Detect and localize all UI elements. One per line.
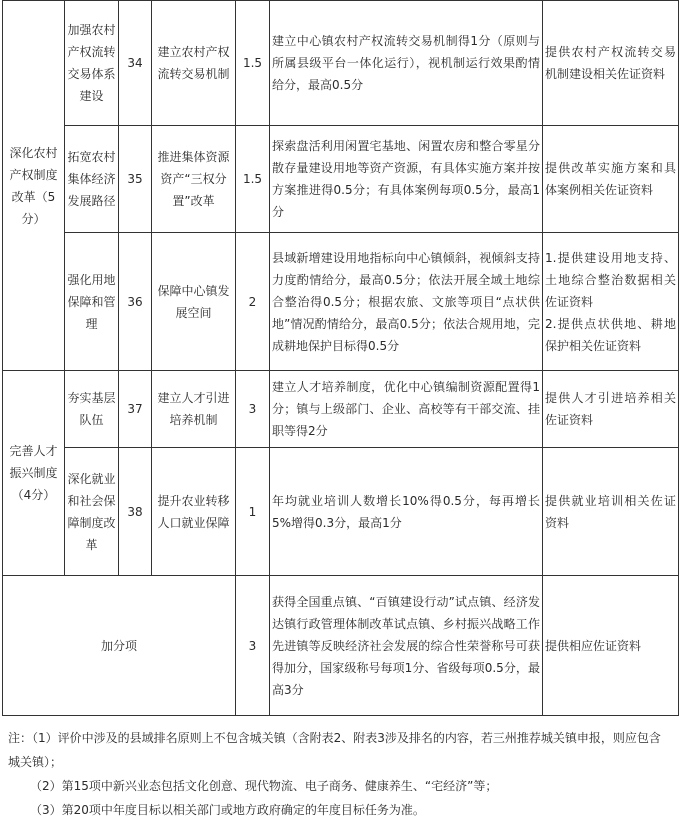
- item-number: 38: [119, 448, 152, 576]
- note-2: （2）第15项中新兴业态包括文化创意、现代物流、电子商务、健康养生、“宅经济”等；: [30, 779, 498, 793]
- evidence-cell: 提供农村产权流转交易机制建设相关佐证资料: [543, 1, 679, 126]
- evidence-line: 2.提供点状供地、耕地保护相关佐证资料: [545, 316, 676, 353]
- item-number: 35: [119, 126, 152, 233]
- item-number: 37: [119, 371, 152, 448]
- subcategory-cell: 拓宽农村集体经济发展路径: [65, 126, 119, 233]
- criteria-cell: 建立中心镇农村产权流转交易机制得1分（原则与所属县级平台一体化运行），视机制运行效果酌情给分，最高0.5分: [270, 1, 543, 126]
- criteria-cell: 探索盘活利用闲置宅基地、闲置农房和整合零星分散存量建设用地等资产资源，有具体实施方案并按方案推进得0.5分；有具体案例每项0.5分，最高1分: [270, 126, 543, 233]
- table-row: [3, 233, 679, 371]
- item-number: 36: [119, 233, 152, 371]
- subcategory-cell: 强化用地保障和管理: [65, 233, 119, 371]
- item-score: 1.5: [236, 126, 270, 233]
- subcategory-cell: 深化就业和社会保障制度改革: [65, 448, 119, 576]
- note-3: （3）第20项中年度目标以相关部门或地方政府确定的年度目标任务为准。: [30, 803, 425, 817]
- subcategory-cell: 加强农村产权流转交易体系建设: [65, 1, 119, 126]
- item-name: 保障中心镇发展空间: [152, 233, 236, 371]
- item-name: 建立农村产权流转交易机制: [152, 1, 236, 126]
- item-score: 1: [236, 448, 270, 576]
- bonus-score: 3: [236, 576, 270, 716]
- item-score: 3: [236, 371, 270, 448]
- item-name: 推进集体资源资产“三权分置”改革: [152, 126, 236, 233]
- item-number: 34: [119, 1, 152, 126]
- bonus-label: 加分项: [3, 576, 236, 716]
- item-name: 提升农业转移人口就业保障: [152, 448, 236, 576]
- table-row: [3, 448, 679, 576]
- subcategory-cell: 夯实基层队伍: [65, 371, 119, 448]
- evidence-cell: 提供人才引进培养相关佐证资料: [543, 371, 679, 448]
- table-row: [3, 1, 679, 126]
- evidence-line: 1.提供建设用地支持、土地综合整治数据相关佐证资料: [545, 250, 676, 309]
- item-score: 2: [236, 233, 270, 371]
- evidence-cell: 提供就业培训相关佐证资料: [543, 448, 679, 576]
- criteria-cell: 建立人才培养制度，优化中心镇编制资源配置得1分；镇与上级部门、企业、高校等有干部交流、挂职等得2分: [270, 371, 543, 448]
- category-cell: 完善人才振兴制度（4分）: [3, 371, 65, 576]
- bonus-evidence: 提供相应佐证资料: [543, 576, 679, 716]
- table-row-bonus: [3, 576, 679, 716]
- bonus-criteria: 获得全国重点镇、“百镇建设行动”试点镇、经济发达镇行政管理体制改革试点镇、乡村振兴战略工作先进镇等反映经济社会发展的综合性荣誉称号可获得加分，国家级称号每项1分、省级每项0.5分，最高3分: [270, 576, 543, 716]
- table-notes: [8, 726, 672, 822]
- criteria-cell: 县域新增建设用地指标向中心镇倾斜，视倾斜支持力度酌情给分，最高0.5分；依法开展全域土地综合整治得0.5分；根据农旅、文旅等项目“点状供地”情况酌情给分，最高0.5分；依法合规用地，完成耕地保护目标得0.5分: [270, 233, 543, 371]
- evaluation-table: [2, 0, 679, 716]
- note-1: 注：（1）评价中涉及的县域排名原则上不包含城关镇（含附表2、附表3涉及排名的内容，若三州推荐城关镇申报，则应包含城关镇）；: [8, 731, 661, 769]
- evidence-cell: 提供改革实施方案和具体案例相关佐证资料: [543, 126, 679, 233]
- item-name: 建立人才引进培养机制: [152, 371, 236, 448]
- evidence-cell: [543, 233, 679, 371]
- criteria-cell: 年均就业培训人数增长10%得0.5分，每再增长5%增得0.3分，最高1分: [270, 448, 543, 576]
- table-row: [3, 126, 679, 233]
- table-row: [3, 371, 679, 448]
- category-cell: 深化农村产权制度改革（5分）: [3, 1, 65, 371]
- item-score: 1.5: [236, 1, 270, 126]
